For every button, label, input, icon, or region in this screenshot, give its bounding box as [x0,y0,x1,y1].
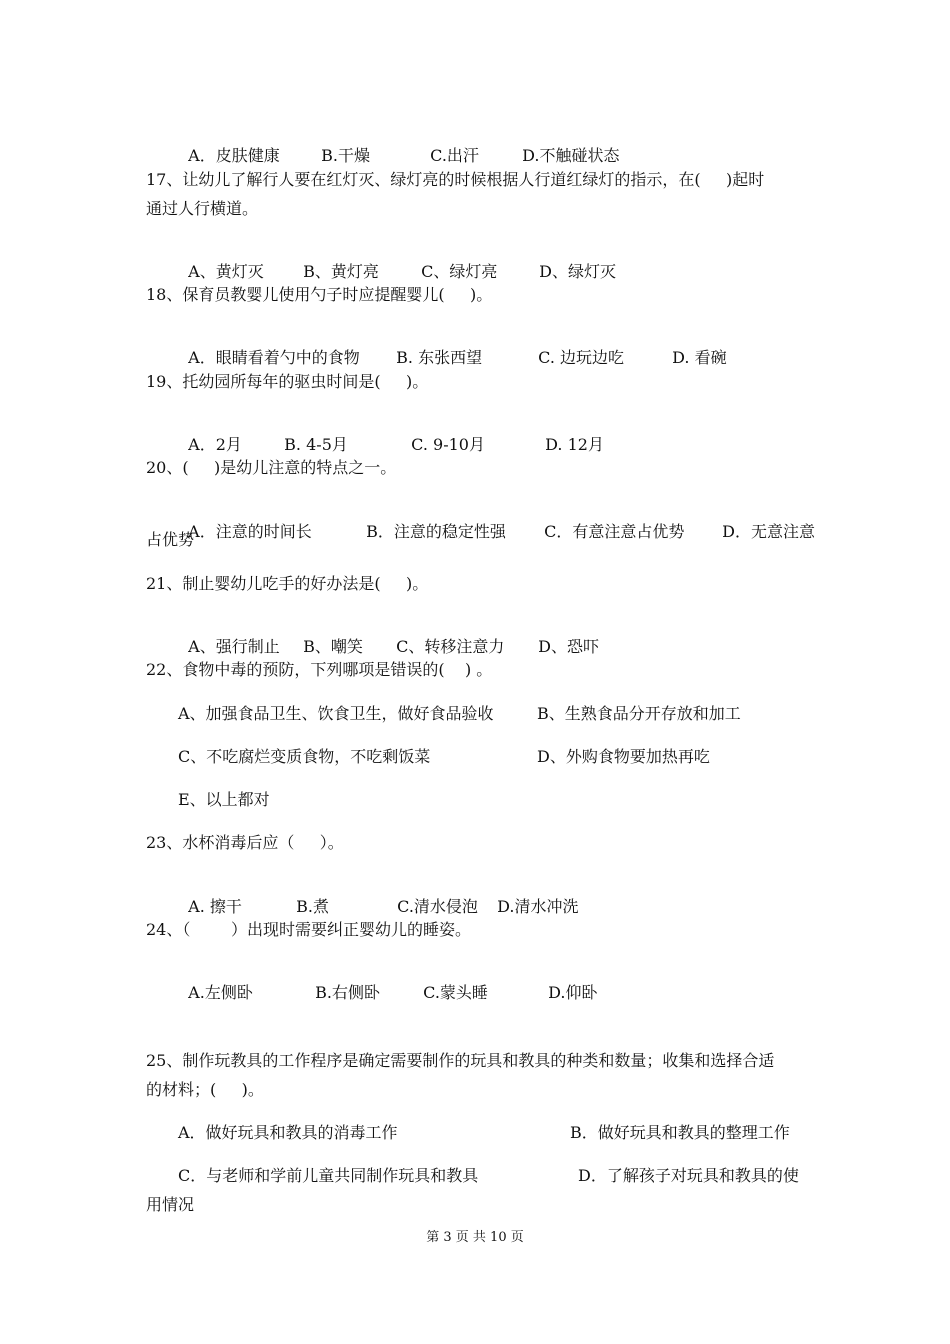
q20-options [178,502,815,542]
q17-option-b: B、黄灯亮 [303,262,379,281]
q20-option-a: A．注意的时间长 [188,522,312,541]
q24-option-d: D.仰卧 [548,983,598,1002]
q23-option-c: C.清水侵泡 [397,897,478,916]
q20-option-c: C．有意注意占优势 [544,522,685,541]
q18-option-a: A．眼睛看着勺中的食物 [188,348,360,367]
q22-option-e: E、以上都对 [178,790,270,809]
q17-options [178,242,616,282]
q17-option-c: C、绿灯亮 [421,262,498,281]
q17-question-line1: 17、让幼儿了解行人要在红灯灭、绿灯亮的时候根据人行道红绿灯的指示，在( )起时 [146,170,765,189]
q25-question-line1: 25、制作玩教具的工作程序是确定需要制作的玩具和教具的种类和数量；收集和选择合适 [146,1051,775,1070]
q24-option-a: A.左侧卧 [188,983,253,1002]
q25-option-a: A．做好玩具和教具的消毒工作 [178,1123,398,1142]
q22-option-a: A、加强食品卫生、饮食卫生，做好食品验收 [178,704,494,723]
q19-option-a: A．2月 [188,435,242,454]
q19-option-d: D. 12月 [545,435,604,454]
q16-options [178,126,620,166]
q17-option-a: A、黄灯灭 [188,262,264,281]
q25-option-b: B．做好玩具和教具的整理工作 [570,1123,790,1142]
q20-option-d-wrap: 占优势 [146,530,195,549]
q20-option-d: D．无意注意 [722,522,816,541]
q22-option-c: C、不吃腐烂变质食物，不吃剩饭菜 [178,747,431,766]
q18-option-c: C. 边玩边吃 [538,348,625,367]
q24-options [178,963,598,1003]
q23-question: 23、水杯消毒后应（ ）。 [146,833,344,852]
q22-option-d: D、外购食物要加热再吃 [537,747,710,766]
q19-question: 19、托幼园所每年的驱虫时间是( )。 [146,372,429,391]
q18-option-b: B. 东张西望 [396,348,483,367]
q25-option-d-wrap: 用情况 [146,1195,195,1214]
q23-option-b: B.煮 [296,897,330,916]
q16-option-d: D.不触碰状态 [522,146,620,165]
q20-question: 20、( )是幼儿注意的特点之一。 [146,458,397,477]
q16-option-a: A．皮肤健康 [188,146,280,165]
q24-option-b: B.右侧卧 [315,983,381,1002]
q22-option-b: B、生熟食品分开存放和加工 [537,704,741,723]
q19-option-c: C. 9-10月 [411,435,485,454]
q21-option-b: B、嘲笑 [303,637,363,656]
q19-option-b: B. 4-5月 [284,435,348,454]
q23-option-a: A. 擦干 [188,897,242,916]
q19-options [178,415,604,455]
q22-question: 22、食物中毒的预防，下列哪项是错误的( ) 。 [146,660,493,679]
q21-option-c: C、转移注意力 [396,637,505,656]
q23-options [178,877,579,917]
q18-options [178,328,727,368]
q16-option-c: C.出汗 [430,146,479,165]
q21-question: 21、制止婴幼儿吃手的好办法是( )。 [146,574,429,593]
q18-question: 18、保育员教婴儿使用勺子时应提醒婴儿( )。 [146,285,493,304]
q23-option-d: D.清水冲洗 [497,897,579,916]
q21-option-a: A、强行制止 [188,637,280,656]
q24-question: 24、（ ）出现时需要纠正婴幼儿的睡姿。 [146,920,472,939]
q25-question-line2: 的材料；( )。 [146,1080,264,1099]
q21-options [178,617,599,657]
q25-option-d: D．了解孩子对玩具和教具的使 [578,1166,799,1185]
q17-option-d: D、绿灯灭 [539,262,617,281]
q24-option-c: C.蒙头睡 [423,983,488,1002]
page-footer: 第 3 页 共 10 页 [426,1230,524,1245]
q16-option-b: B.干燥 [321,146,371,165]
q20-option-b: B．注意的稳定性强 [366,522,506,541]
q18-option-d: D. 看碗 [672,348,727,367]
q21-option-d: D、恐吓 [538,637,600,656]
q25-option-c: C．与老师和学前儿童共同制作玩具和教具 [178,1166,479,1185]
q17-question-line2: 通过人行横道。 [146,199,259,218]
